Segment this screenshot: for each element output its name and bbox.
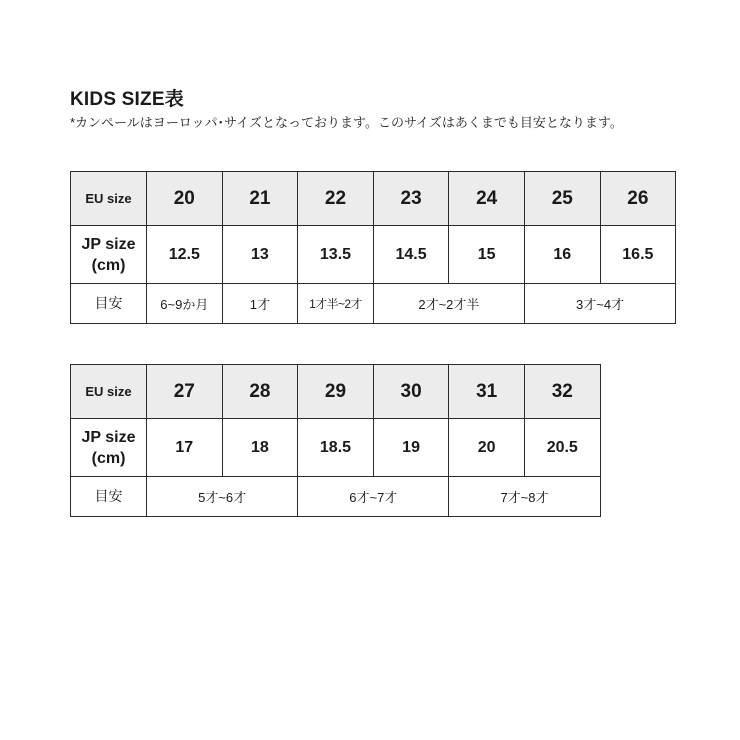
- age-guide-row: [71, 284, 676, 324]
- eu-size-cell: 27: [147, 365, 223, 419]
- jp-size-cell: 15: [449, 226, 525, 284]
- jp-size-cell: 14.5: [373, 226, 449, 284]
- jp-size-cell: 16: [524, 226, 600, 284]
- eu-size-cell: 29: [298, 365, 374, 419]
- jp-size-label-line2: (cm): [91, 449, 126, 467]
- jp-size-cell: 13: [222, 226, 298, 284]
- eu-size-cell: 26: [600, 172, 676, 226]
- jp-size-row: [71, 226, 676, 284]
- jp-size-label-line2: (cm): [91, 256, 126, 274]
- jp-size-cell: 20: [449, 419, 525, 477]
- jp-size-cell: 12.5: [147, 226, 223, 284]
- jp-size-cell: 16.5: [600, 226, 676, 284]
- eu-size-cell: 24: [449, 172, 525, 226]
- eu-size-cell: 28: [222, 365, 298, 419]
- eu-size-cell: 23: [373, 172, 449, 226]
- age-guide-cell: 6~9か月: [147, 284, 223, 324]
- jp-size-cell: 17: [147, 419, 223, 477]
- age-guide-cell: 3才~4才: [524, 284, 675, 324]
- age-guide-cell: 7才~8才: [449, 477, 600, 517]
- jp-size-cell: 18: [222, 419, 298, 477]
- eu-size-cell: 20: [147, 172, 223, 226]
- jp-size-cell: 20.5: [524, 419, 600, 477]
- jp-size-label: [71, 226, 147, 284]
- eu-size-row: [71, 365, 601, 419]
- size-table-2: [70, 364, 601, 517]
- eu-size-cell: 25: [524, 172, 600, 226]
- age-guide-cell: 5才~6才: [147, 477, 298, 517]
- eu-size-cell: 22: [298, 172, 374, 226]
- eu-size-label: EU size: [71, 172, 147, 226]
- jp-size-label-line1: JP size: [81, 428, 136, 446]
- page-title: KIDS SIZE表: [70, 89, 184, 110]
- jp-size-row: [71, 419, 601, 477]
- size-table-1: [70, 171, 676, 324]
- age-guide-row: [71, 477, 601, 517]
- age-guide-cell: 2才~2才半: [373, 284, 524, 324]
- eu-size-cell: 21: [222, 172, 298, 226]
- age-guide-cell: 1才半~2才: [298, 284, 374, 324]
- jp-size-label-line1: JP size: [81, 235, 136, 253]
- age-guide-cell: 6才~7才: [298, 477, 449, 517]
- size-note: *カンペールはヨーロッパ･サイズとなっております。このサイズはあくまでも目安となります。: [70, 115, 623, 130]
- eu-size-cell: 32: [524, 365, 600, 419]
- eu-size-cell: 31: [449, 365, 525, 419]
- jp-size-label: [71, 419, 147, 477]
- age-guide-cell: 1才: [222, 284, 298, 324]
- age-guide-label: 目安: [71, 284, 147, 324]
- jp-size-cell: 19: [373, 419, 449, 477]
- eu-size-row: [71, 172, 676, 226]
- age-guide-label: 目安: [71, 477, 147, 517]
- eu-size-label: EU size: [71, 365, 147, 419]
- eu-size-cell: 30: [373, 365, 449, 419]
- jp-size-cell: 18.5: [298, 419, 374, 477]
- jp-size-cell: 13.5: [298, 226, 374, 284]
